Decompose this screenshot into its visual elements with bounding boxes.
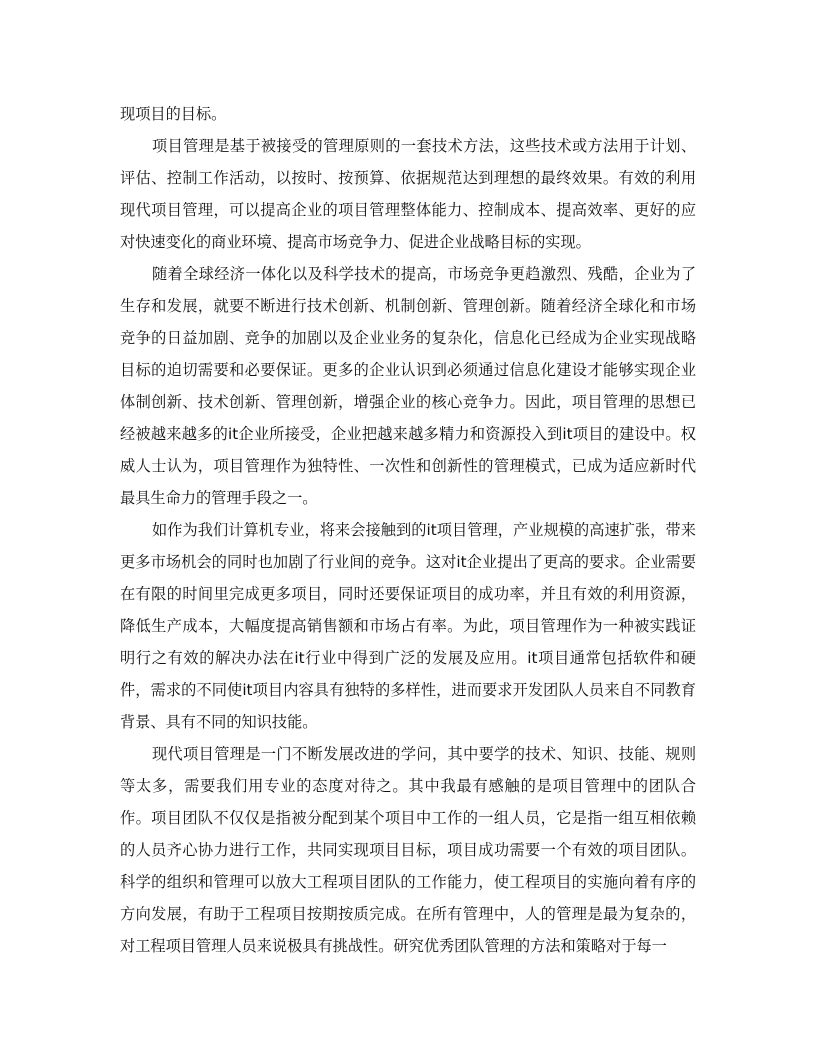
paragraph-continuation: 现项目的目标。 xyxy=(120,105,227,123)
body-text xyxy=(120,98,696,962)
paragraph-team-cooperation: 现代项目管理是一门不断发展改进的学问，其中要学的技术、知识、技能、规则等太多，需要我们用专业的态度对待之。其中我最有感触的是项目管理中的团队合作。项目团队不仅仅是指被分配到某个项目中工作的一组人员，它是指一组互相依赖的人员齐心协力进行工作，共同实现项目目标，项目成功需要一个有效的项目团队。科学的组织和管理可以放大工程项目团队的工作能力，使工程项目的实施向着有序的方向发展，有助于工程项目按期按质完成。在所有管理中，人的管理是最为复杂的，对工程项目管理人员来说极具有挑战性。研究优秀团队管理的方法和策略对于每一 xyxy=(120,745,696,955)
paragraph-project-management-definition: 项目管理是基于被接受的管理原则的一套技术方法，这些技术或方法用于计划、评估、控制工作活动，以按时、按预算、依据规范达到理想的最终效果。有效的利用现代项目管理，可以提高企业的项目管理整体能力、控制成本、提高效率、更好的应对快速变化的商业环境、提高市场竞争力、促进企业战略目标的实现。 xyxy=(120,137,696,251)
paragraph-globalization-informatization: 随着全球经济一体化以及科学技术的提高，市场竞争更趋激烈、残酷，企业为了生存和发展，就要不断进行技术创新、机制创新、管理创新。随着经济全球化和市场竞争的日益加剧、竞争的加剧以及企业业务的复杂化，信息化已经成为企业实现战略目标的迫切需要和必要保证。更多的企业认识到必须通过信息化建设才能够实现企业体制创新、技术创新、管理创新，增强企业的核心竞争力。因此，项目管理的思想已经被越来越多的it企业所接受，企业把越来越多精力和资源投入到it项目的建设中。权威人士认为，项目管理作为独特性、一次性和创新性的管理模式，已成为适应新时代最具生命力的管理手段之一。 xyxy=(120,265,696,507)
paragraph-it-project-management: 如作为我们计算机专业，将来会接触到的it项目管理，产业规模的高速扩张，带来更多市场机会的同时也加剧了行业间的竞争。这对it企业提出了更高的要求。企业需要在有限的时间里完成更多项目，同时还要保证项目的成功率，并且有效的利用资源，降低生产成本，大幅度提高销售额和市场占有率。为此，项目管理作为一种被实践证明行之有效的解决办法在it行业中得到广泛的发展及应用。it项目通常包括软件和硬件，需求的不同使it项目内容具有独特的多样性，进而要求开发团队人员来自不同教育背景、具有不同的知识技能。 xyxy=(120,521,696,731)
